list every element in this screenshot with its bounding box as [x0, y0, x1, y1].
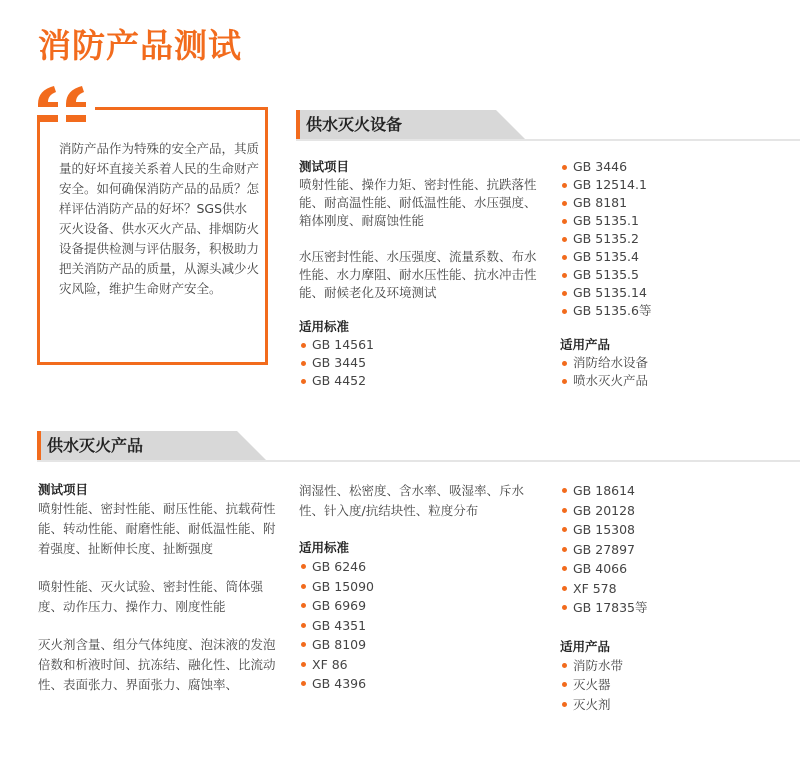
standard-item: GB 4452: [299, 372, 539, 390]
product-item: 消防水带: [560, 656, 780, 676]
standard-item: GB 4351: [299, 616, 539, 636]
standard-item: GB 5135.14: [560, 284, 780, 302]
test-item-text: 灭火剂含量、组分气体纯度、泡沫液的发泡倍数和析液时间、抗冻结、融化性、比流动性、表面张力、界面张力、腐蚀率、: [38, 637, 276, 692]
products-label: 适用产品: [560, 638, 611, 654]
section-title: 供水灭火设备: [306, 115, 403, 134]
page-title: 消防产品测试: [38, 26, 242, 65]
standard-item: GB 5135.1: [560, 212, 780, 230]
standard-item: GB 15308: [560, 520, 780, 540]
standard-item: GB 5135.2: [560, 230, 780, 248]
standard-item: GB 4066: [560, 559, 780, 579]
standards-label: 适用标准: [299, 319, 350, 334]
equipment-col-2: [560, 158, 780, 390]
standard-item: GB 15090: [299, 577, 539, 597]
standard-item: GB 5135.4: [560, 248, 780, 266]
standard-item: GB 5135.6等: [560, 302, 780, 320]
section-divider: [37, 460, 800, 462]
product-item: 灭火剂: [560, 695, 780, 715]
products-col-1: [38, 481, 276, 695]
products-col-2: [299, 481, 539, 694]
section-header-products: [37, 431, 267, 461]
standard-item: GB 6246: [299, 557, 539, 577]
standard-item: XF 86: [299, 655, 539, 675]
standard-item: GB 12514.1: [560, 176, 780, 194]
standard-item: GB 6969: [299, 596, 539, 616]
standard-item: GB 14561: [299, 336, 539, 354]
test-item-text: 喷射性能、灭火试验、密封性能、筒体强度、动作压力、操作力、刚度性能: [38, 579, 264, 614]
test-item-text: 水压密封性能、水压强度、流量系数、布水性能、水力摩阻、耐水压性能、抗水冲击性能、耐候老化及环境测试: [299, 249, 537, 300]
standards-label: 适用标准: [299, 540, 350, 555]
section-divider: [296, 139, 800, 141]
products-col-3: [560, 481, 780, 714]
test-item-text: 润湿性、松密度、含水率、吸湿率、斥水性、针入度/抗结块性、粒度分布: [299, 483, 525, 518]
standard-item: GB 20128: [560, 501, 780, 521]
intro-text: 消防产品作为特殊的安全产品，其质量的好坏直接关系着人民的生命财产安全。如何确保消防产品的品质？怎样评估消防产品的好坏？SGS供水灭火设备、供水灭火产品、排烟防火设备提供检测与评估服务，积极助力把关消防产品的质量，从源头减少火灾风险，维护生命财产安全。: [59, 141, 260, 296]
section-title: 供水灭火产品: [47, 436, 144, 455]
standard-item: GB 17835等: [560, 598, 780, 618]
test-item-text: 喷射性能、密封性能、耐压性能、抗载荷性能、转动性能、耐磨性能、耐低温性能、附着强度、扯断伸长度、扯断强度: [38, 501, 276, 556]
test-items-label: 测试项目: [38, 482, 89, 497]
product-item: 消防给水设备: [560, 354, 780, 372]
standard-item: GB 18614: [560, 481, 780, 501]
standard-item: GB 8181: [560, 194, 780, 212]
standard-item: GB 5135.5: [560, 266, 780, 284]
standard-item: GB 3445: [299, 354, 539, 372]
equipment-col-1: [299, 158, 539, 390]
product-item: 喷水灭火产品: [560, 372, 780, 390]
section-header-equipment: [296, 110, 526, 140]
standard-item: XF 578: [560, 579, 780, 599]
products-label: 适用产品: [560, 337, 611, 352]
product-item: 灭火器: [560, 675, 780, 695]
standard-item: GB 4396: [299, 674, 539, 694]
test-items-label: 测试项目: [299, 159, 350, 174]
standard-item: GB 3446: [560, 158, 780, 176]
standard-item: GB 8109: [299, 635, 539, 655]
test-item-text: 喷射性能、操作力矩、密封性能、抗跌落性能、耐高温性能、耐低温性能、水压强度、箱体刚度、耐腐蚀性能: [299, 177, 537, 228]
standard-item: GB 27897: [560, 540, 780, 560]
